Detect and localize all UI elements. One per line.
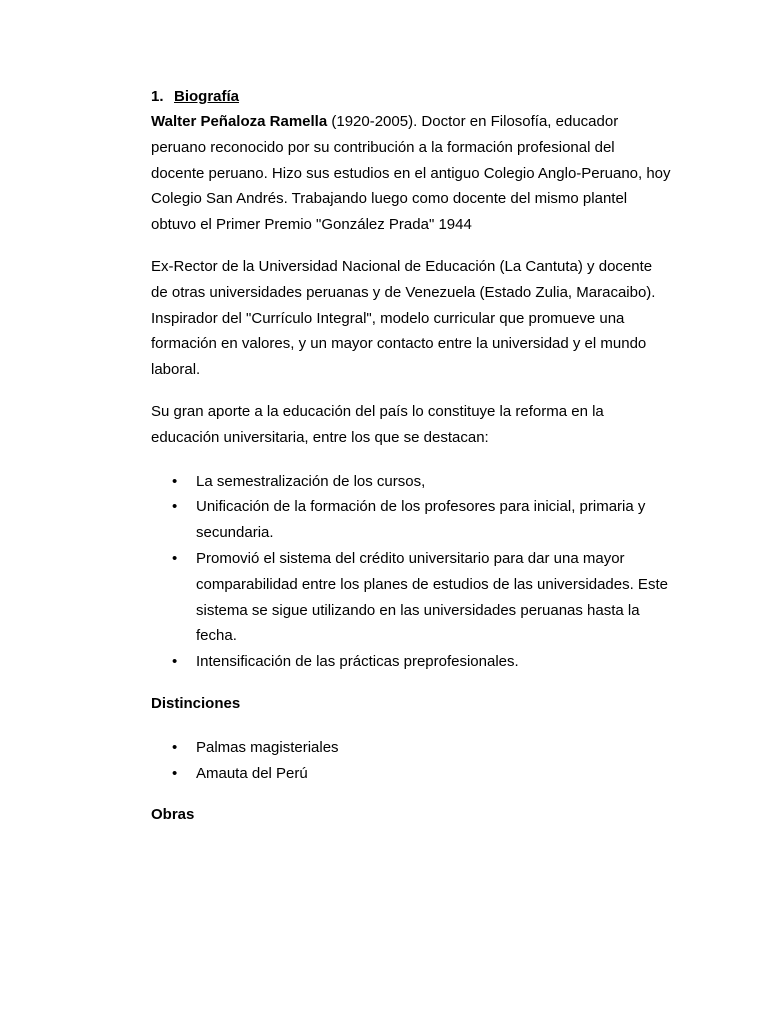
section-heading-biografia [151, 87, 671, 107]
reforms-list [151, 469, 671, 675]
list-item: • Amauta del Perú [151, 761, 671, 787]
biography-paragraph-3: Su gran aporte a la educación del país lo constituye la reforma en la educación universitaria, entre los que se destacan: [151, 402, 604, 446]
biography-paragraph-1 [151, 109, 671, 238]
biography-paragraph-1-text: (1920-2005). Doctor en Filosofía, educador peruano reconocido por su contribución a la formación profesional del docente peruano. Hizo sus estudios en el antiguo Colegio Anglo-Peruano, hoy Colegio San Andrés. Trabajando luego como docente del mismo plantel obtuvo el Primer Premio "González Prada" 1944 [151, 113, 671, 234]
bullet-icon: • [172, 549, 178, 567]
heading-number: 1. [151, 88, 164, 105]
list-item: • La semestralización de los cursos, [151, 469, 671, 495]
distinciones-list [151, 735, 671, 787]
obras-title: Obras [151, 806, 195, 824]
bullet-icon: • [172, 653, 178, 671]
list-item: • Unificación de la formación de los profesores para inicial, primaria y secundaria. [151, 494, 671, 546]
distinciones-title: Distinciones [151, 694, 241, 712]
list-item: • Promovió el sistema del crédito universitario para dar una mayor comparabilidad entre los planes de estudios de las universidades. Este sistema se sigue utilizando en las universidades peruanas hasta la fecha. [151, 546, 671, 649]
heading-title: Biografía [174, 88, 240, 105]
bullet-icon: • [172, 764, 178, 782]
bullet-icon: • [172, 498, 178, 516]
bullet-icon: • [172, 738, 178, 756]
bullet-icon: • [172, 472, 178, 490]
document-page [151, 87, 671, 828]
list-item: • Palmas magisteriales [151, 735, 671, 761]
biography-paragraph-2: Ex-Rector de la Universidad Nacional de Educación (La Cantuta) y docente de otras universidades peruanas y de Venezuela (Estado Zulia, Maracaibo). Inspirador del "Currículo Integral", modelo curricular que promueve una formación en valores, y un mayor contacto entre la universidad y el mundo laboral. [151, 257, 656, 379]
person-name: Walter Peñaloza Ramella [151, 113, 328, 130]
list-item: • Intensificación de las prácticas preprofesionales. [151, 649, 671, 675]
